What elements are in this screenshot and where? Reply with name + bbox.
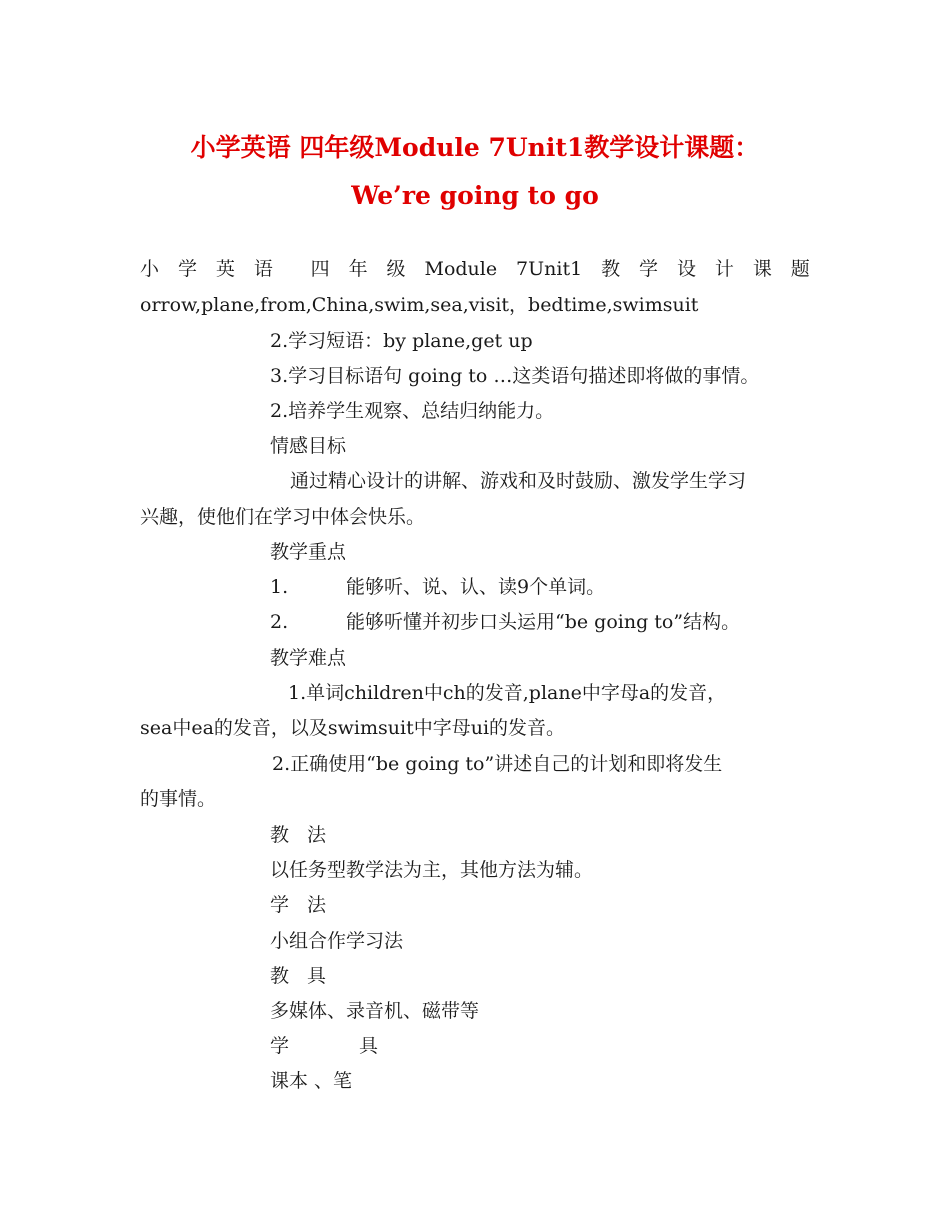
header-char: 计: [714, 258, 734, 280]
emotion-text-line-2: 兴趣，使他们在学习中体会快乐。: [140, 506, 426, 528]
header-char: 课: [752, 258, 772, 280]
tools-text: 多媒体、录音机、磁带等: [270, 1000, 480, 1022]
emotion-text-line-1: 通过精心设计的讲解、游戏和及时鼓励、激发学生学习: [290, 470, 747, 492]
document-title-line-1: 小学英语 四年级Module 7Unit1教学设计课题：: [190, 133, 760, 162]
learn-text: 小组合作学习法: [270, 930, 404, 952]
document-title-line-2: We’re going to go: [351, 181, 599, 210]
difficulty-2-line-b: 的事情。: [140, 788, 217, 810]
vocab-line: orrow,plane,from,China,swim,sea,visit，bedtime,swimsuit: [140, 294, 699, 316]
header-word: Module: [424, 258, 498, 280]
ability-line: 2.培养学生观察、总结归纳能力。: [270, 400, 555, 422]
difficulty-2-line-a: 2.正确使用“be going to”讲述自己的计划和即将发生: [272, 753, 723, 775]
header-char: 设: [676, 258, 696, 280]
header-char: 小: [140, 258, 160, 280]
key-item-2: [270, 609, 740, 635]
key-item-text: 能够听懂并初步口头运用“be going to”结构。: [346, 611, 741, 633]
student-tools-text: 课本 、笔: [270, 1070, 353, 1092]
emotion-heading: 情感目标: [270, 435, 347, 457]
student-tools-heading: 学 具: [270, 1035, 379, 1057]
header-char: 教: [601, 258, 621, 280]
header-char: 英: [215, 258, 235, 280]
header-row: [140, 256, 810, 282]
learn-heading: 学 法: [270, 894, 327, 916]
key-item-number: 2.: [270, 611, 289, 633]
header-char: 语: [253, 258, 273, 280]
header-char: 年: [348, 258, 368, 280]
key-heading: 教学重点: [270, 541, 347, 563]
method-text: 以任务型教学法为主，其他方法为辅。: [270, 859, 594, 881]
difficulty-1-line-a: 1.单词children中ch的发音,plane中字母a的发音，: [288, 682, 727, 704]
key-item-text: 能够听、说、认、读9个单词。: [346, 576, 606, 598]
header-char: 四: [310, 258, 330, 280]
header-word: 7Unit1: [516, 258, 583, 280]
difficulty-1-line-b: sea中ea的发音，以及swimsuit中字母ui的发音。: [140, 717, 566, 739]
method-heading: 教 法: [270, 824, 327, 846]
key-item-1: [270, 574, 605, 600]
difficulty-heading: 教学难点: [270, 647, 347, 669]
header-char: 学: [177, 258, 197, 280]
phrases-line: 2.学习短语：by plane,get up: [270, 330, 533, 352]
header-char: 题: [790, 258, 810, 280]
key-item-number: 1.: [270, 576, 289, 598]
tools-heading: 教 具: [270, 965, 327, 987]
header-char: 级: [386, 258, 406, 280]
target-sentence-line: 3.学习目标语句 going to …这类语句描述即将做的事情。: [270, 365, 760, 387]
header-char: 学: [639, 258, 659, 280]
